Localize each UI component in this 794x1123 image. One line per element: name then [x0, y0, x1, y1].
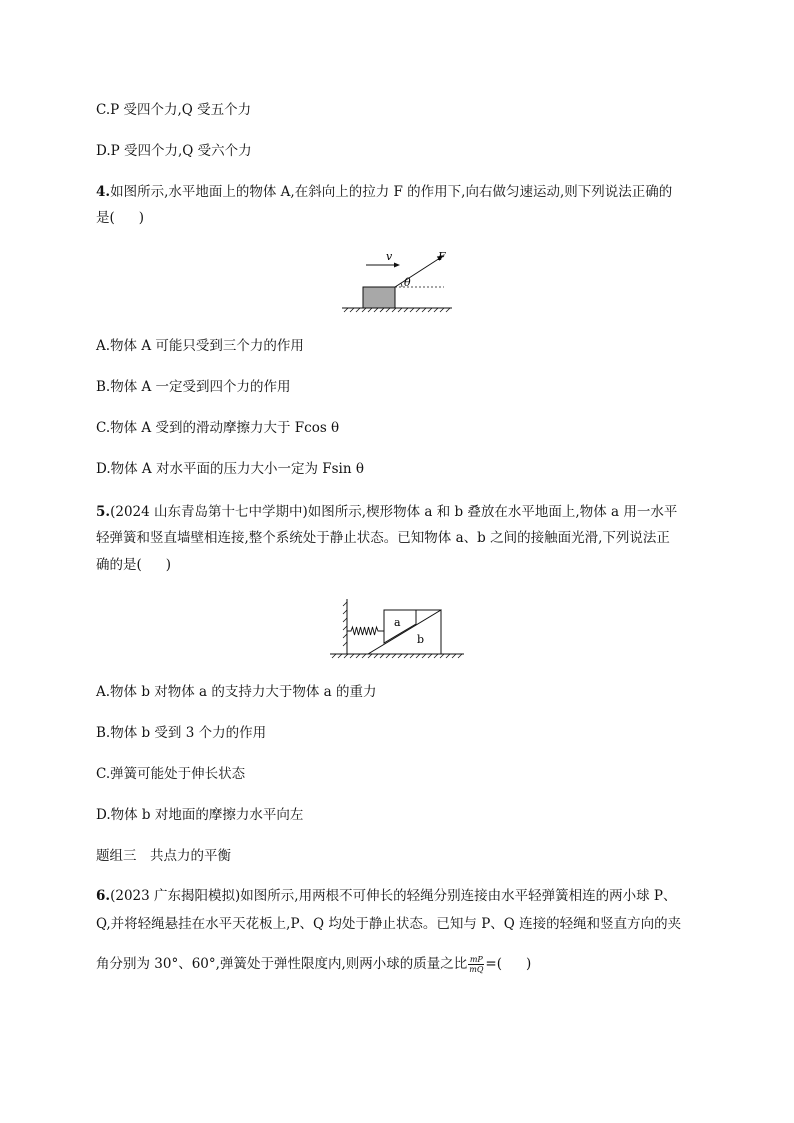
- q4-option-b: B.物体 A 一定受到四个力的作用: [96, 379, 291, 395]
- q6-stem-text1: (2023 广东揭阳模拟)如图所示,用两根不可伸长的轻绳分别连接由水平轻弹簧相连的两小球 P、: [110, 888, 677, 904]
- ratio-denominator: mQ: [469, 965, 484, 974]
- ground-hatch: [332, 654, 462, 658]
- q6-stem-tail: =(: [485, 956, 502, 972]
- q4-stem-line1: [96, 182, 710, 202]
- spring: [347, 627, 384, 635]
- block-a: [363, 287, 395, 308]
- q4-option-a: A.物体 A 可能只受到三个力的作用: [96, 338, 304, 354]
- q6-stem-line1: [96, 886, 710, 906]
- q5-option-c: C.弹簧可能处于伸长状态: [96, 766, 246, 782]
- velocity-label: v: [386, 250, 393, 263]
- q5-stem-text3: 确的是(: [96, 557, 142, 573]
- q4-stem-text1: 如图所示,水平地面上的物体 A,在斜向上的拉力 F 的作用下,向右做匀速运动,则下列说法正确的: [110, 184, 673, 200]
- force-label: F: [438, 250, 446, 263]
- q6-stem-line3: [96, 954, 710, 974]
- q5-stem-line1: [96, 502, 710, 522]
- q5-stem-line3: [96, 555, 710, 575]
- q4-number: 4.: [96, 184, 111, 200]
- wedge-b: [368, 610, 441, 654]
- q6-stem-close: ): [525, 956, 532, 972]
- q6-number: 6.: [96, 888, 111, 904]
- wall-hatch: [343, 602, 347, 646]
- q4-stem-close: ): [138, 210, 145, 226]
- q5-stem-line2: 轻弹簧和竖直墙壁相连接,整个系统处于静止状态。已知物体 a、b 之间的接触面光滑,下列说法正: [96, 530, 670, 546]
- q5-option-b: B.物体 b 受到 3 个力的作用: [96, 725, 267, 741]
- force-arrow: [395, 258, 440, 287]
- q5-stem-text1: (2024 山东青岛第十七中学期中)如图所示,楔形物体 a 和 b 叠放在水平地面上,物体 a 用一水平: [110, 504, 678, 520]
- velocity-arrowhead: [394, 263, 400, 268]
- ratio-numerator: mP: [469, 955, 483, 964]
- ground-hatch: [344, 308, 450, 312]
- q5-option-d: D.物体 b 对地面的摩擦力水平向左: [96, 807, 304, 823]
- q5-figure: [328, 596, 468, 666]
- q5-diagram: [328, 596, 468, 662]
- q5-number: 5.: [96, 504, 111, 520]
- angle-label: θ: [404, 276, 411, 289]
- q4-stem-text2: 是(: [96, 210, 115, 226]
- q6-stem-text3: 角分别为 30°、60°,弹簧处于弹性限度内,则两小球的质量之比: [96, 956, 468, 972]
- q5-option-a: A.物体 b 对物体 a 的支持力大于物体 a 的重力: [96, 684, 377, 700]
- label-a: a: [394, 616, 401, 629]
- q4-stem-line2: [96, 208, 710, 228]
- q4-figure: [338, 246, 458, 318]
- q6-stem-line2: Q,并将轻绳悬挂在水平天花板上,P、Q 均处于静止状态。已知与 P、Q 连接的轻绳和竖直方向的夹: [96, 916, 682, 932]
- angle-arc: [401, 283, 402, 287]
- q3-option-d: D.P 受四个力,Q 受六个力: [96, 143, 252, 159]
- section-title: 题组三 共点力的平衡: [96, 848, 231, 864]
- q4-option-d: D.物体 A 对水平面的压力大小一定为 Fsin θ: [96, 461, 364, 477]
- q4-option-c: C.物体 A 受到的滑动摩擦力大于 Fcos θ: [96, 420, 340, 436]
- mass-ratio-fraction: [468, 955, 484, 974]
- q3-option-c: C.P 受四个力,Q 受五个力: [96, 102, 252, 118]
- label-b: b: [417, 633, 425, 646]
- q4-diagram: [338, 246, 458, 314]
- q5-stem-close: ): [165, 557, 172, 573]
